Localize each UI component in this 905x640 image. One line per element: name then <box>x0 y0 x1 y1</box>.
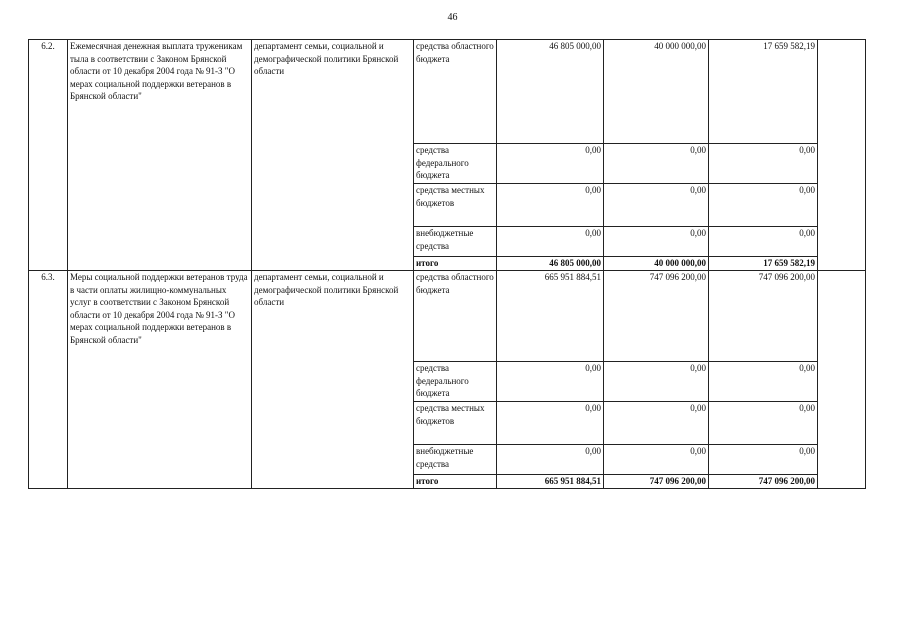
total-cell: 40 000 000,00 <box>604 257 709 271</box>
empty-cell <box>818 40 866 271</box>
value-cell: 0,00 <box>604 362 709 402</box>
value-cell: 0,00 <box>709 227 818 257</box>
item-executor: департамент семьи, социальной и демографической политики Брянской области <box>252 40 414 271</box>
value-cell: 17 659 582,19 <box>709 40 818 144</box>
value-cell: 40 000 000,00 <box>604 40 709 144</box>
funding-source: средства местных бюджетов <box>414 184 497 227</box>
value-cell: 747 096 200,00 <box>709 271 818 362</box>
total-cell: 17 659 582,19 <box>709 257 818 271</box>
value-cell: 0,00 <box>709 144 818 184</box>
value-cell: 0,00 <box>709 402 818 445</box>
item-name: Ежемесячная денежная выплата труженикам тыла в соответствии с Законом Брянской области от 10 декабря 2004 года № 91-З "О мерах социальной поддержки ветеранов в Брянской области" <box>68 40 252 271</box>
value-cell: 0,00 <box>497 184 604 227</box>
value-cell: 0,00 <box>709 184 818 227</box>
value-cell: 665 951 884,51 <box>497 271 604 362</box>
value-cell: 747 096 200,00 <box>604 271 709 362</box>
funding-source: внебюджетные средства <box>414 227 497 257</box>
item-executor: департамент семьи, социальной и демографической политики Брянской области <box>252 271 414 489</box>
funding-source: средства областного бюджета <box>414 40 497 144</box>
value-cell: 0,00 <box>497 227 604 257</box>
total-cell: 747 096 200,00 <box>604 475 709 489</box>
value-cell: 0,00 <box>604 445 709 475</box>
value-cell: 0,00 <box>497 144 604 184</box>
item-number: 6.2. <box>29 40 68 271</box>
item-name: Меры социальной поддержки ветеранов труда в части оплаты жилищно-коммунальных услуг в соответствии с Законом Брянской области от 10 декабря 2004 года № 91-З "О мерах социальной поддержки ветеранов в Брянской области" <box>68 271 252 489</box>
budget-table <box>28 39 866 489</box>
value-cell: 0,00 <box>709 362 818 402</box>
table-row <box>29 271 866 362</box>
funding-source-total: итого <box>414 475 497 489</box>
value-cell: 0,00 <box>604 402 709 445</box>
value-cell: 0,00 <box>604 227 709 257</box>
funding-source: средства областного бюджета <box>414 271 497 362</box>
table-row <box>29 40 866 144</box>
value-cell: 0,00 <box>497 445 604 475</box>
page-number: 46 <box>447 12 458 23</box>
funding-source: внебюджетные средства <box>414 445 497 475</box>
funding-source: средства федерального бюджета <box>414 144 497 184</box>
total-cell: 665 951 884,51 <box>497 475 604 489</box>
total-cell: 747 096 200,00 <box>709 475 818 489</box>
value-cell: 0,00 <box>497 362 604 402</box>
value-cell: 0,00 <box>604 144 709 184</box>
funding-source: средства местных бюджетов <box>414 402 497 445</box>
funding-source: средства федерального бюджета <box>414 362 497 402</box>
total-cell: 46 805 000,00 <box>497 257 604 271</box>
empty-cell <box>818 271 866 489</box>
value-cell: 46 805 000,00 <box>497 40 604 144</box>
value-cell: 0,00 <box>709 445 818 475</box>
value-cell: 0,00 <box>497 402 604 445</box>
funding-source-total: итого <box>414 257 497 271</box>
value-cell: 0,00 <box>604 184 709 227</box>
item-number: 6.3. <box>29 271 68 489</box>
